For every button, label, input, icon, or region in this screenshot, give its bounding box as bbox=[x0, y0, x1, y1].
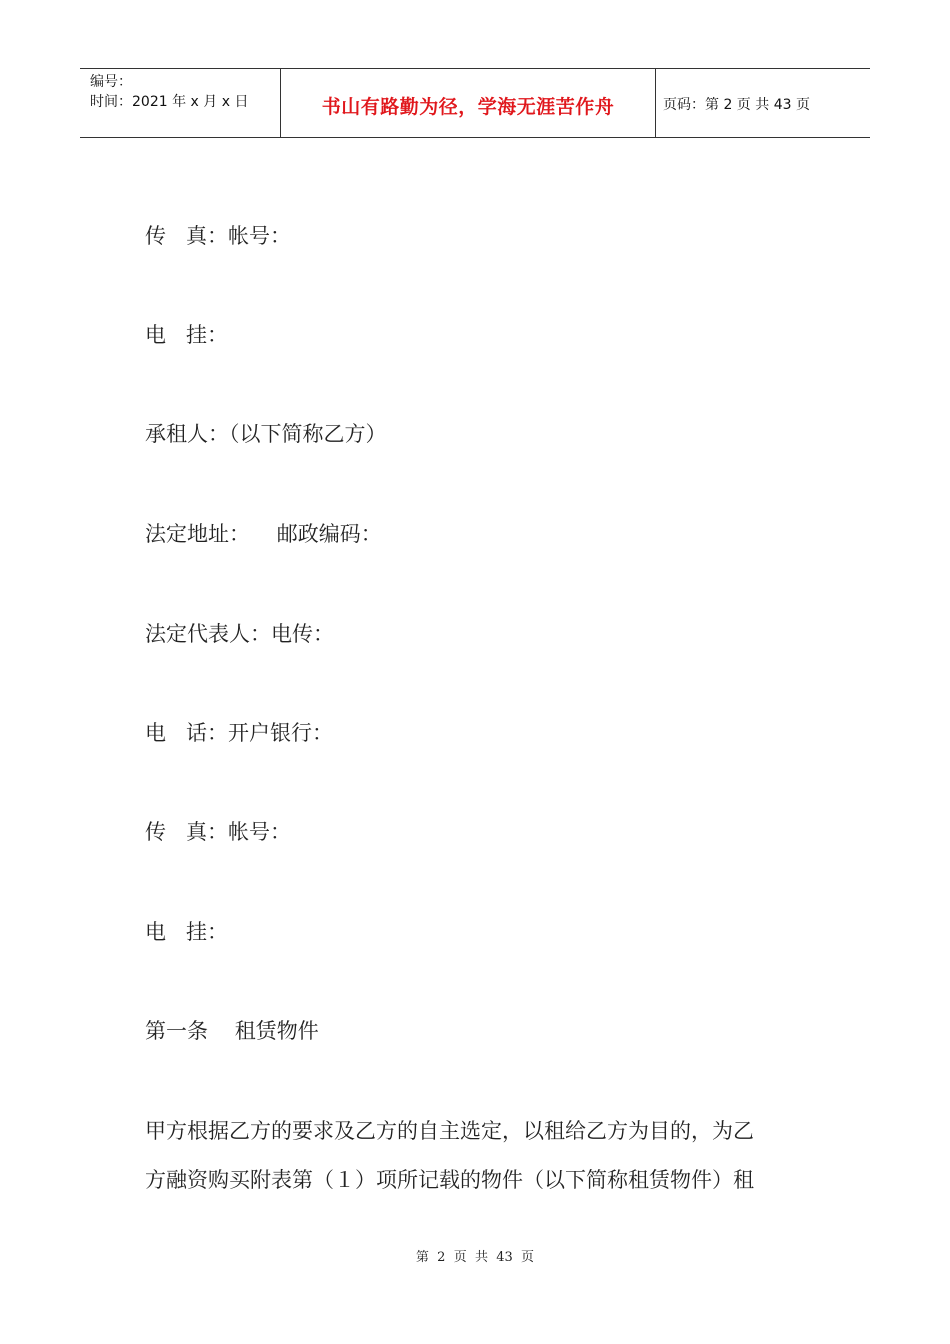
header-page-cell bbox=[655, 69, 870, 137]
fax-account-line-2: 传 真：帐号： bbox=[145, 820, 292, 844]
header-info-cell bbox=[80, 69, 280, 137]
document-number-label: 编号： bbox=[90, 74, 132, 90]
article-one-paragraph-line-1: 甲方根据乙方的要求及乙方的自主选定，以租给乙方为目的，为乙 bbox=[145, 1119, 754, 1143]
cable-line-2: 电 挂： bbox=[145, 920, 229, 944]
page-footer: 第 2 页 共 43 页 bbox=[415, 1250, 535, 1265]
legal-address-line: 法定地址： 邮政编码： bbox=[145, 522, 382, 546]
document-date-label: 时间：2021 年 x 月 x 日 bbox=[90, 94, 249, 110]
article-one-heading: 第一条 租赁物件 bbox=[145, 1019, 319, 1043]
header-page-code: 页码：第 2 页 共 43 页 bbox=[663, 97, 810, 113]
phone-bank-line: 电 话：开户银行： bbox=[145, 721, 334, 745]
lessee-line: 承租人：（以下简称乙方） bbox=[145, 422, 387, 446]
header-motto: 书山有路勤为径，学海无涯苦作舟 bbox=[321, 96, 615, 118]
page-header bbox=[80, 68, 870, 138]
header-motto-cell bbox=[280, 69, 656, 137]
article-one-paragraph-line-2: 方融资购买附表第（１）项所记载的物件（以下简称租赁物件）租 bbox=[145, 1168, 754, 1192]
fax-account-line: 传 真：帐号： bbox=[145, 224, 292, 248]
cable-line: 电 挂： bbox=[145, 323, 229, 347]
legal-representative-line: 法定代表人：电传： bbox=[145, 622, 334, 646]
